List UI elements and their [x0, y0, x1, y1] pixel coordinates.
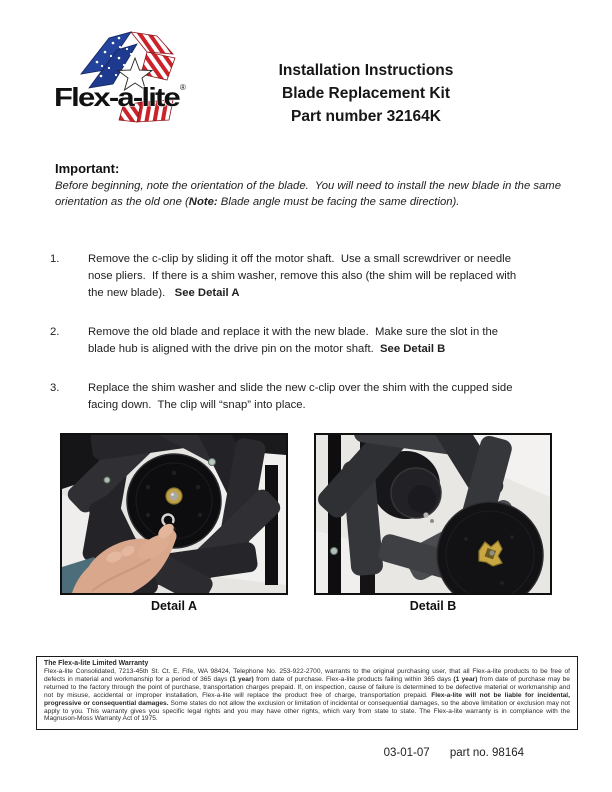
- flexalite-logo: [53, 18, 189, 124]
- warranty-heading: The Flex-a-lite Limited Warranty: [44, 660, 149, 667]
- footer-date: 03-01-07: [383, 747, 430, 759]
- step-number: 2.: [50, 326, 60, 338]
- registered-trademark-icon: ®: [180, 83, 186, 92]
- warranty-box: [36, 656, 578, 730]
- screw-icon: [331, 548, 338, 555]
- title-line-3: Part number 32164K: [291, 108, 441, 125]
- important-note-text: Before beginning, note the orientation of the blade. You will need to install the new blade in the same orientation as the old one (Note: Blade angle must be facing the same direction).: [55, 180, 565, 208]
- detail-b-photo: [314, 433, 552, 595]
- screw-icon: [209, 459, 216, 466]
- shaft-nut: [166, 488, 182, 504]
- step-item-3: [50, 380, 528, 414]
- brand-wordmark: Flex-a-lite: [54, 82, 181, 112]
- detail-a-photo: [60, 433, 288, 595]
- step-item-2: [50, 324, 528, 358]
- step-number: 1.: [50, 253, 60, 265]
- footer: [36, 747, 524, 759]
- step-item-1: [50, 251, 528, 302]
- fan-hub-cclip-photo: [62, 435, 286, 593]
- footer-part-number: part no. 98164: [449, 747, 524, 759]
- step-number: 3.: [50, 382, 60, 394]
- step-text: Remove the old blade and replace it with the new blade. Make sure the slot in the blade hub is aligned with the drive pin on the motor shaft. See Detail B: [88, 326, 502, 355]
- drive-pin: [423, 512, 428, 517]
- warranty-text: Flex-a-lite Consolidated, 7213-45th St. Ct. E. Fife, WA 98424, Telephone No. 253-922-2700, warrants to the original purchasing user, that all Flex-a-lite products to be free of defects in material and workmanship for a period of 365 days (1 year) from date of purchase. Flex-a-lite products failing within 365 days (1 year) from date of purchase may be returned to the factory through the point of purchase, transportation charges prepaid. If, on inspection, cause of failure is determined to be defective material or workmanship and not by misuse, accidental or improper installation, Flex-a-lite will replace the product free of charge, transportation prepaid. Flex-a-lite will not be liable for incidental, progressive or consequential damages. Some states do not allow the exclusion or limitation of incidental or consequential damages, so the above limitation or exclusion may not apply to you. This warranty gives you specific legal rights and you may have other rights, which vary from state to state. The Flex-a-lite warranty is in compliance with the Magnuson-Moss Warranty Act of 1975.: [44, 668, 570, 723]
- screw-icon: [104, 477, 110, 483]
- step-text: Remove the c-clip by sliding it off the motor shaft. Use a small screwdriver or needle nose pliers. If there is a shim washer, remove this also (the shim will be replaced with the new blade). See Detail A: [88, 253, 520, 299]
- document-title: [216, 59, 516, 128]
- bracket-bar: [265, 465, 278, 585]
- instruction-steps: [50, 251, 528, 414]
- detail-b-caption: Detail B: [409, 599, 457, 613]
- title-line-2: Blade Replacement Kit: [282, 85, 450, 102]
- important-heading: Important:: [55, 161, 120, 176]
- fan-motor-hub-photo: [316, 435, 550, 593]
- step-text: Replace the shim washer and slide the new c-clip over the shim with the cupped side facing down. The clip will “snap” into place.: [88, 382, 516, 411]
- flag-ribbon-icon: [53, 18, 189, 124]
- title-line-1: Installation Instructions: [278, 62, 454, 79]
- detail-a-caption: Detail A: [150, 599, 198, 613]
